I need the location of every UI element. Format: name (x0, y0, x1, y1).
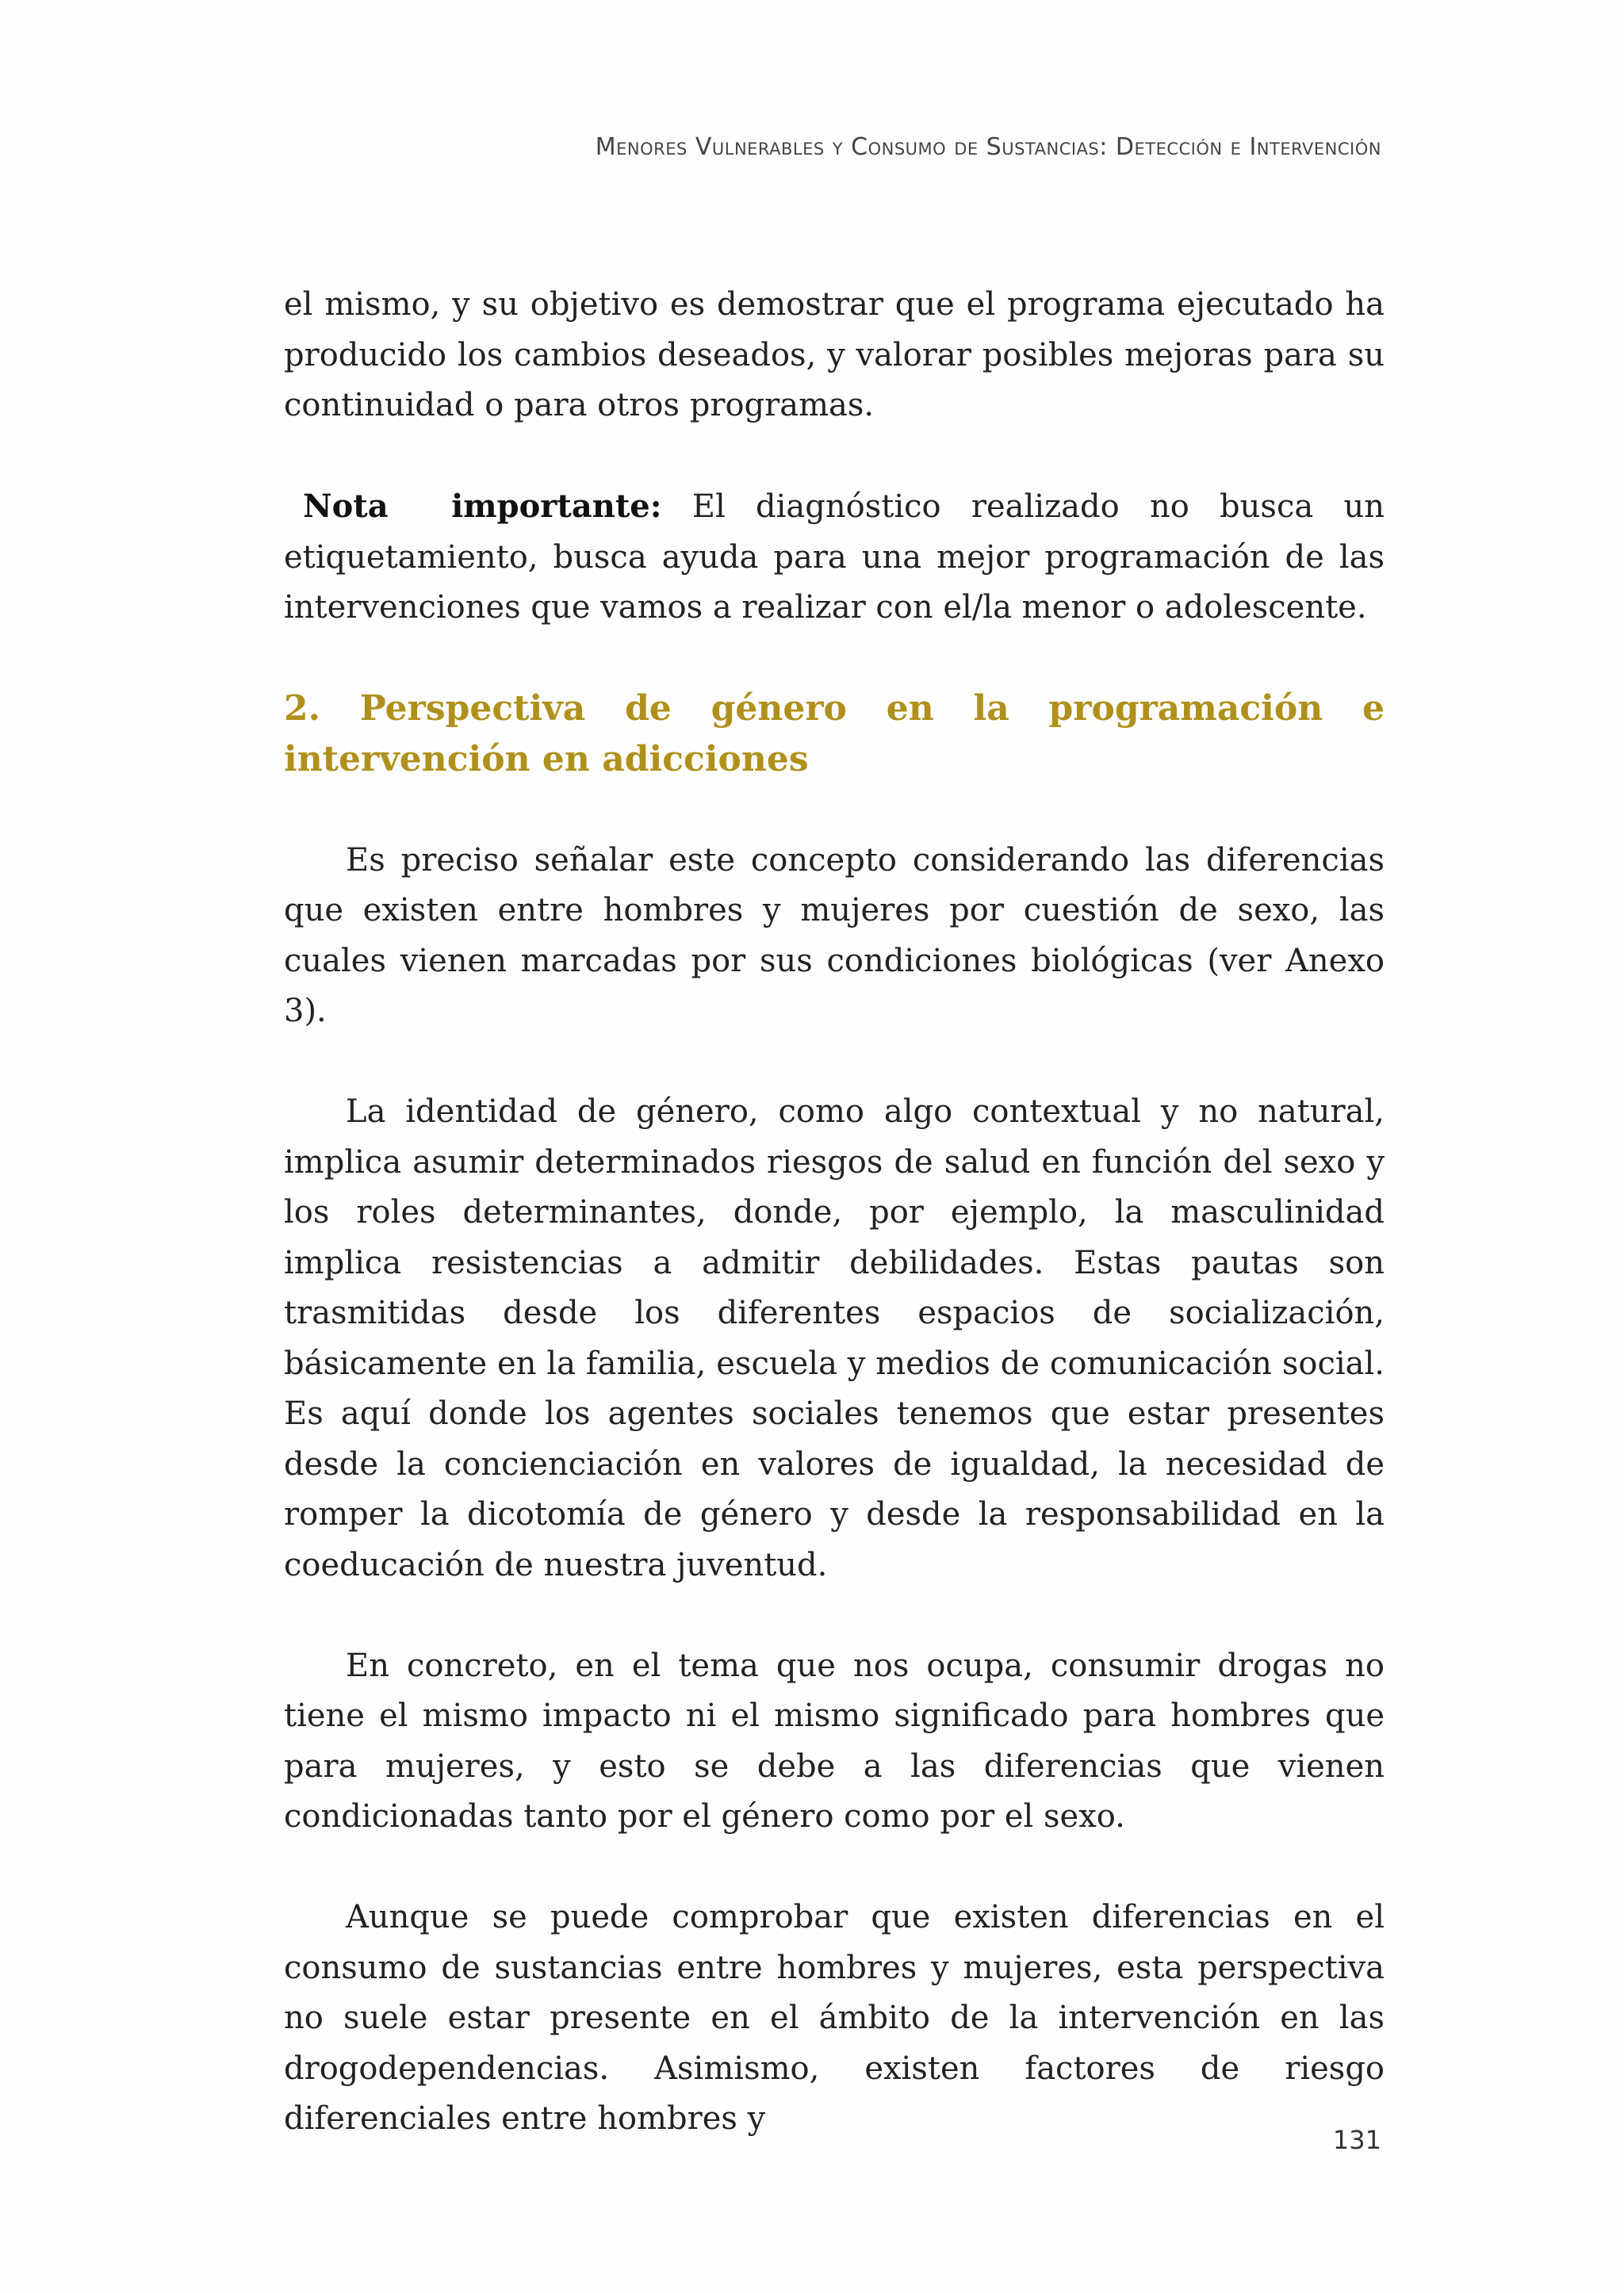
section-heading: 2. Perspectiva de género en la programación e intervención en adicciones (284, 688, 1385, 779)
paragraph-gender-identity: La identidad de género, como algo contextual y no natural, implica asumir determinados riesgos de salud en función del sexo y los roles determinantes, donde, por ejemplo, la masculinidad implica resistencias a admitir debilidades. Estas pautas son trasmitidas desde los diferentes espacios de socialización, básicamente en la familia, escuela y medios de comunicación social. Es aquí donde los agentes sociales tenemos que estar presentes desde la concienciación en valores de igualdad, la necesidad de romper la dicotomía de género y desde la responsabilidad en la coeducación de nuestra juventud. (284, 1093, 1385, 1583)
paragraph-drug-impact: En concreto, en el tema que nos ocupa, consumir drogas no tiene el mismo impacto ni el mismo significado para hombres que para mujeres, y esto se debe a las diferencias que vienen condicionadas tanto por el género como por el sexo. (284, 1647, 1385, 1835)
paragraph-consumption-differences: Aunque se puede comprobar que existen diferencias en el consumo de sustancias entre hombres y mujeres, esta perspectiva no suele estar presente en el ámbito de la intervención en las drogodependencias. Asimismo, existen factores de riesgo diferenciales entre hombres y (284, 1899, 1385, 2137)
running-header: Menores Vulnerables y Consumo de Sustancias: Detección e Intervención (595, 133, 1381, 161)
note-text: El diagnóstico realizado no busca un etiquetamiento, busca ayuda para una mejor programación de las intervenciones que vamos a realizar con el/la menor o adolescente. (284, 488, 1385, 626)
page-body (284, 280, 1385, 2195)
paragraph-gender-concept: Es preciso señalar este concepto considerando las diferencias que existen entre hombres y mujeres por cuestión de sexo, las cuales vienen marcadas por sus condiciones biológicas (ver Anexo 3). (284, 841, 1385, 1029)
note-paragraph (284, 481, 1385, 634)
page-number: 131 (1332, 2125, 1381, 2155)
note-label: Nota importante: (303, 488, 662, 525)
paragraph-continuation: el mismo, y su objetivo es demostrar que el programa ejecutado ha producido los cambios deseados, y valorar posibles mejoras para su continuidad o para otros programas. (284, 286, 1385, 423)
